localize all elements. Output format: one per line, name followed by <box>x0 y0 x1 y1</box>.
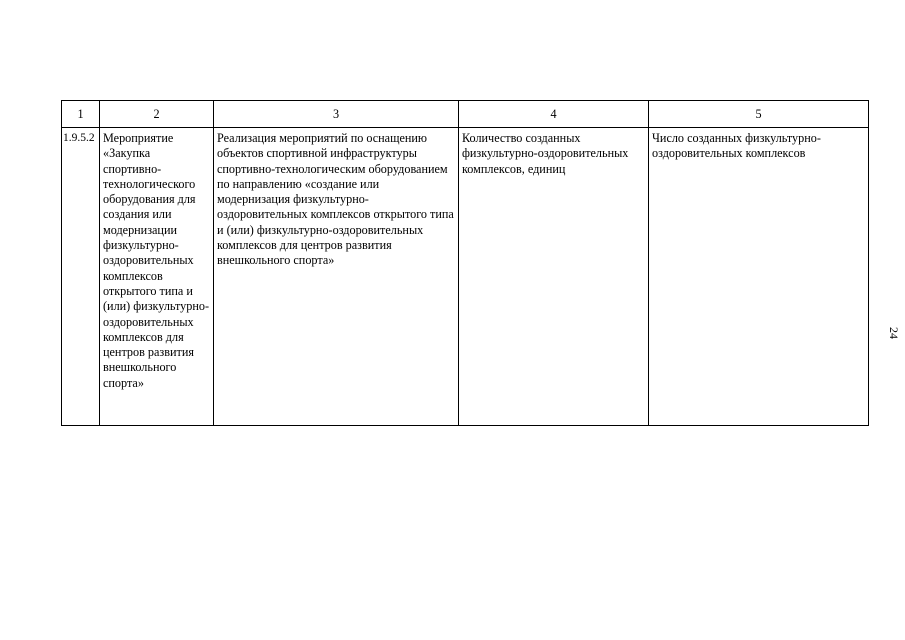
table-header-row <box>62 101 869 128</box>
column-header-3: 3 <box>214 101 459 128</box>
column-header-5: 5 <box>649 101 869 128</box>
result-text: Число созданных физкультурно-оздоровительных комплексов <box>652 131 821 161</box>
page-number: 24 <box>887 327 901 339</box>
indicator-cell <box>459 128 649 426</box>
event-name-cell <box>100 128 214 426</box>
event-description: Реализация мероприятий по оснащению объектов спортивной инфраструктуры спортивно-технологическим оборудованием по направлению «создание или модернизация физкультурно-оздоровительных комплексов открытого типа и (или) физкультурно-оздоровительных комплексов для центров развития внешкольного спорта» <box>217 131 454 268</box>
row-number: 1.9.5.2 <box>63 132 95 144</box>
indicator-text: Количество созданных физкультурно-оздоровительных комплексов, единиц <box>462 131 629 176</box>
column-header-1: 1 <box>62 101 100 128</box>
table-row <box>62 128 869 426</box>
column-header-2: 2 <box>100 101 214 128</box>
activities-table <box>61 100 869 426</box>
event-name: Мероприятие «Закупка спортивно-технологического оборудования для создания или модернизации физкультурно-оздоровительных комплексов открытого типа и (или) физкультурно-оздоровительных комплексов для центров развития внешкольного спорта» <box>103 131 210 390</box>
row-number-cell <box>62 128 100 426</box>
column-header-4: 4 <box>459 101 649 128</box>
result-cell <box>649 128 869 426</box>
event-description-cell <box>214 128 459 426</box>
